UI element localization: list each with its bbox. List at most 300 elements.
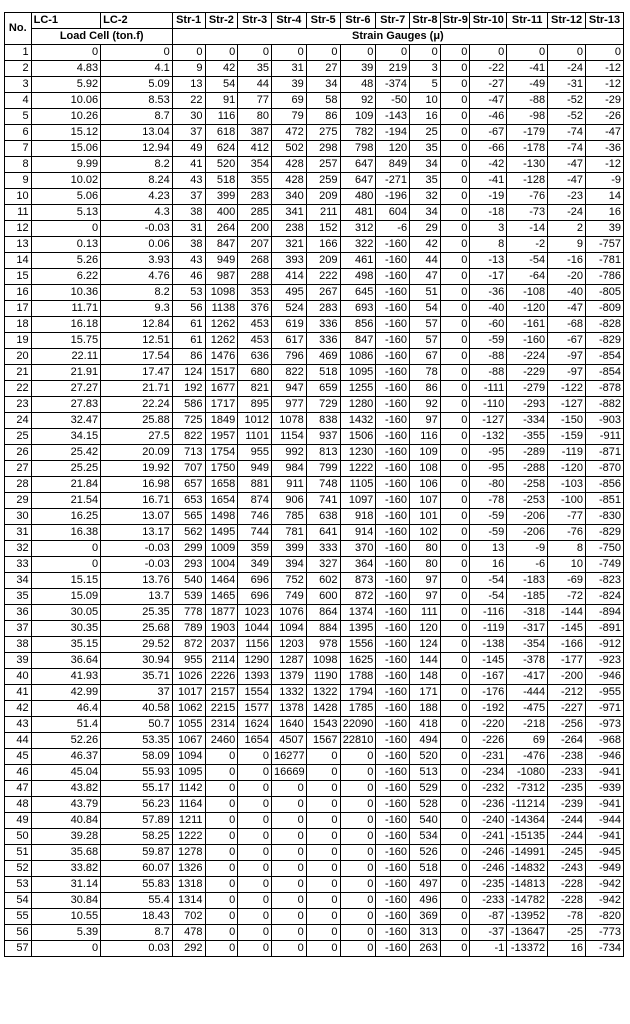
- table-cell: 0: [440, 477, 470, 493]
- table-cell: 19.92: [101, 461, 173, 477]
- row-number-cell: 51: [5, 845, 32, 861]
- table-row: [5, 141, 624, 157]
- table-cell: 0: [586, 45, 624, 61]
- table-cell: 106: [410, 477, 441, 493]
- row-number-cell: 29: [5, 493, 32, 509]
- table-cell: 336: [306, 333, 340, 349]
- table-row: [5, 621, 624, 637]
- table-cell: 30.35: [31, 621, 101, 637]
- table-cell: -138: [470, 637, 507, 653]
- table-cell: 744: [238, 525, 272, 541]
- table-cell: 10: [548, 557, 586, 573]
- table-cell: 0: [205, 749, 238, 765]
- table-cell: 15.75: [31, 333, 101, 349]
- table-cell: 79: [271, 109, 306, 125]
- table-cell: -14782: [507, 893, 548, 909]
- table-cell: 0: [440, 45, 470, 61]
- table-cell: -160: [376, 237, 410, 253]
- table-cell: -37: [470, 925, 507, 941]
- table-cell: 1332: [271, 685, 306, 701]
- table-cell: 35.68: [31, 845, 101, 861]
- table-cell: 5.09: [101, 77, 173, 93]
- table-cell: 785: [271, 509, 306, 525]
- table-cell: -160: [376, 605, 410, 621]
- table-cell: 0: [440, 669, 470, 685]
- table-cell: -64: [507, 269, 548, 285]
- table-cell: -14364: [507, 813, 548, 829]
- table-cell: 0: [340, 797, 376, 813]
- table-cell: 0: [440, 813, 470, 829]
- row-number-cell: 57: [5, 941, 32, 957]
- table-cell: 399: [205, 189, 238, 205]
- table-row: [5, 557, 624, 573]
- table-cell: -160: [376, 349, 410, 365]
- table-cell: 0: [205, 781, 238, 797]
- table-cell: 0: [440, 925, 470, 941]
- table-cell: -67: [470, 125, 507, 141]
- table-cell: 0: [548, 45, 586, 61]
- table-cell: 25.25: [31, 461, 101, 477]
- table-cell: 0: [440, 429, 470, 445]
- row-number-cell: 6: [5, 125, 32, 141]
- row-number-cell: 33: [5, 557, 32, 573]
- table-cell: -160: [376, 253, 410, 269]
- table-cell: 12.51: [101, 333, 173, 349]
- table-cell: 30.84: [31, 893, 101, 909]
- table-row: [5, 541, 624, 557]
- table-row: [5, 429, 624, 445]
- table-cell: 336: [306, 317, 340, 333]
- table-cell: 50.7: [101, 717, 173, 733]
- table-cell: 0: [205, 765, 238, 781]
- table-cell: 8: [470, 237, 507, 253]
- table-cell: -192: [470, 701, 507, 717]
- table-cell: 0: [440, 749, 470, 765]
- table-cell: -160: [376, 717, 410, 733]
- table-cell: 1094: [172, 749, 205, 765]
- table-cell: 524: [271, 301, 306, 317]
- table-cell: 37: [101, 685, 173, 701]
- table-cell: -160: [376, 573, 410, 589]
- table-cell: 1717: [205, 397, 238, 413]
- table-cell: -941: [586, 797, 624, 813]
- row-number-cell: 49: [5, 813, 32, 829]
- table-cell: 412: [238, 141, 272, 157]
- table-cell: -945: [586, 845, 624, 861]
- table-cell: -206: [507, 525, 548, 541]
- table-cell: 653: [172, 493, 205, 509]
- table-cell: 0: [440, 365, 470, 381]
- table-cell: 0: [31, 221, 101, 237]
- table-cell: -29: [586, 93, 624, 109]
- table-cell: 144: [410, 653, 441, 669]
- table-cell: -97: [548, 349, 586, 365]
- table-cell: -160: [376, 845, 410, 861]
- table-cell: 636: [238, 349, 272, 365]
- table-cell: -2: [507, 237, 548, 253]
- table-cell: 453: [238, 317, 272, 333]
- table-cell: 171: [410, 685, 441, 701]
- table-cell: -773: [586, 925, 624, 941]
- table-cell: 31: [172, 221, 205, 237]
- table-cell: -160: [376, 301, 410, 317]
- table-cell: 498: [340, 269, 376, 285]
- table-cell: 8.24: [101, 173, 173, 189]
- table-cell: 895: [238, 397, 272, 413]
- table-cell: -233: [470, 893, 507, 909]
- table-cell: 565: [172, 509, 205, 525]
- table-cell: 796: [271, 349, 306, 365]
- table-cell: -238: [548, 749, 586, 765]
- table-cell: 0: [440, 301, 470, 317]
- load-cell-group-header: Load Cell (ton.f): [31, 29, 172, 45]
- table-cell: -160: [376, 445, 410, 461]
- row-number-cell: 37: [5, 621, 32, 637]
- str-column-header: Str-13: [586, 13, 624, 29]
- table-cell: 0: [31, 45, 101, 61]
- table-cell: -14: [507, 221, 548, 237]
- table-cell: 48: [340, 77, 376, 93]
- table-cell: -76: [507, 189, 548, 205]
- table-cell: 288: [238, 269, 272, 285]
- table-cell: 518: [306, 365, 340, 381]
- table-cell: -7312: [507, 781, 548, 797]
- table-cell: -47: [470, 93, 507, 109]
- table-cell: -132: [470, 429, 507, 445]
- table-cell: -160: [376, 813, 410, 829]
- table-cell: -160: [376, 493, 410, 509]
- table-cell: -894: [586, 605, 624, 621]
- table-cell: 0: [440, 893, 470, 909]
- table-cell: 10.26: [31, 109, 101, 125]
- table-cell: -160: [376, 925, 410, 941]
- table-cell: 1506: [340, 429, 376, 445]
- table-cell: -244: [548, 813, 586, 829]
- table-cell: -130: [507, 157, 548, 173]
- table-cell: 707: [172, 461, 205, 477]
- table-cell: 0: [340, 813, 376, 829]
- row-number-cell: 10: [5, 189, 32, 205]
- table-row: [5, 301, 624, 317]
- table-cell: 657: [172, 477, 205, 493]
- table-row: [5, 573, 624, 589]
- table-cell: 0: [205, 845, 238, 861]
- table-cell: 600: [306, 589, 340, 605]
- table-cell: 0: [440, 637, 470, 653]
- table-cell: 312: [340, 221, 376, 237]
- table-cell: 111: [410, 605, 441, 621]
- table-cell: 46.37: [31, 749, 101, 765]
- table-cell: 0: [238, 909, 272, 925]
- table-row: [5, 109, 624, 125]
- str-column-header: Str-3: [238, 13, 272, 29]
- table-cell: 0: [340, 941, 376, 957]
- table-cell: 86: [306, 109, 340, 125]
- table-cell: -47: [548, 157, 586, 173]
- table-cell: 0: [340, 845, 376, 861]
- table-cell: -143: [376, 109, 410, 125]
- table-cell: -871: [586, 445, 624, 461]
- table-cell: 0: [271, 909, 306, 925]
- table-cell: 5: [410, 77, 441, 93]
- row-number-cell: 21: [5, 365, 32, 381]
- table-cell: -78: [470, 493, 507, 509]
- table-cell: -160: [376, 333, 410, 349]
- row-number-cell: 22: [5, 381, 32, 397]
- row-number-cell: 38: [5, 637, 32, 653]
- table-cell: 35: [238, 61, 272, 77]
- table-cell: -50: [376, 93, 410, 109]
- table-cell: -52: [548, 109, 586, 125]
- table-row: [5, 461, 624, 477]
- table-cell: -805: [586, 285, 624, 301]
- table-cell: 13: [470, 541, 507, 557]
- table-cell: 148: [410, 669, 441, 685]
- table-cell: 8.2: [101, 285, 173, 301]
- table-cell: 25: [410, 125, 441, 141]
- table-cell: 2314: [205, 717, 238, 733]
- table-cell: 1556: [340, 637, 376, 653]
- table-cell: 647: [340, 173, 376, 189]
- table-cell: -734: [586, 941, 624, 957]
- table-cell: 0: [238, 845, 272, 861]
- row-number-cell: 39: [5, 653, 32, 669]
- table-cell: 502: [271, 141, 306, 157]
- table-cell: -100: [548, 493, 586, 509]
- table-cell: 1012: [238, 413, 272, 429]
- table-cell: -781: [586, 253, 624, 269]
- table-cell: 0: [440, 909, 470, 925]
- table-cell: 25.88: [101, 413, 173, 429]
- table-cell: -160: [376, 477, 410, 493]
- table-cell: 414: [271, 269, 306, 285]
- table-cell: 1095: [340, 365, 376, 381]
- table-cell: 1222: [340, 461, 376, 477]
- table-row: [5, 637, 624, 653]
- table-row: [5, 157, 624, 173]
- table-cell: 4507: [271, 733, 306, 749]
- table-cell: 47: [410, 269, 441, 285]
- table-cell: 22.24: [101, 397, 173, 413]
- table-cell: 1378: [271, 701, 306, 717]
- table-cell: -973: [586, 717, 624, 733]
- table-cell: -160: [376, 365, 410, 381]
- table-cell: -183: [507, 573, 548, 589]
- table-cell: -59: [470, 525, 507, 541]
- table-cell: 0: [306, 845, 340, 861]
- table-cell: 61: [172, 333, 205, 349]
- table-cell: -185: [507, 589, 548, 605]
- table-cell: 0: [440, 605, 470, 621]
- row-number-cell: 56: [5, 925, 32, 941]
- table-cell: 0: [440, 845, 470, 861]
- table-cell: 0: [440, 797, 470, 813]
- row-number-cell: 3: [5, 77, 32, 93]
- table-cell: 693: [340, 301, 376, 317]
- table-cell: 0: [440, 61, 470, 77]
- table-cell: 0.03: [101, 941, 173, 957]
- table-cell: 22: [172, 93, 205, 109]
- table-cell: 1287: [271, 653, 306, 669]
- table-row: [5, 845, 624, 861]
- row-number-cell: 47: [5, 781, 32, 797]
- table-cell: 43: [172, 173, 205, 189]
- table-cell: 3: [470, 221, 507, 237]
- table-cell: 0: [238, 925, 272, 941]
- table-cell: -224: [507, 349, 548, 365]
- table-cell: 906: [271, 493, 306, 509]
- table-row: [5, 877, 624, 893]
- table-cell: 0: [271, 781, 306, 797]
- table-cell: 166: [306, 237, 340, 253]
- table-row: [5, 125, 624, 141]
- table-cell: 14: [586, 189, 624, 205]
- table-row: [5, 701, 624, 717]
- table-cell: 602: [306, 573, 340, 589]
- table-cell: 49: [172, 141, 205, 157]
- table-cell: 69: [507, 733, 548, 749]
- table-cell: 562: [172, 525, 205, 541]
- table-cell: -26: [586, 109, 624, 125]
- table-row: [5, 669, 624, 685]
- table-cell: 0: [440, 861, 470, 877]
- table-cell: 937: [306, 429, 340, 445]
- table-cell: 58.25: [101, 829, 173, 845]
- table-cell: 518: [205, 173, 238, 189]
- table-cell: 16.98: [101, 477, 173, 493]
- table-cell: 469: [306, 349, 340, 365]
- table-cell: 0: [306, 925, 340, 941]
- table-cell: 0: [306, 749, 340, 765]
- table-cell: 1203: [271, 637, 306, 653]
- table-cell: -160: [376, 653, 410, 669]
- table-cell: 25.68: [101, 621, 173, 637]
- table-cell: 0: [205, 45, 238, 61]
- table-cell: -16: [548, 253, 586, 269]
- table-cell: 0: [271, 45, 306, 61]
- table-cell: -757: [586, 237, 624, 253]
- table-cell: -476: [507, 749, 548, 765]
- table-cell: 120: [410, 621, 441, 637]
- table-cell: 0: [440, 285, 470, 301]
- table-cell: 741: [306, 493, 340, 509]
- table-cell: -851: [586, 493, 624, 509]
- table-cell: -241: [470, 829, 507, 845]
- table-cell: 1314: [172, 893, 205, 909]
- table-cell: 13.17: [101, 525, 173, 541]
- table-cell: -167: [470, 669, 507, 685]
- table-cell: 238: [271, 221, 306, 237]
- table-cell: -824: [586, 589, 624, 605]
- row-number-cell: 23: [5, 397, 32, 413]
- table-cell: 58: [306, 93, 340, 109]
- row-number-cell: 15: [5, 269, 32, 285]
- table-cell: -232: [470, 781, 507, 797]
- table-cell: 0: [440, 93, 470, 109]
- table-cell: 0: [340, 893, 376, 909]
- table-cell: 46.4: [31, 701, 101, 717]
- table-cell: -749: [586, 557, 624, 573]
- table-cell: 8.7: [101, 109, 173, 125]
- table-cell: 428: [271, 173, 306, 189]
- table-cell: -41: [470, 173, 507, 189]
- table-cell: -231: [470, 749, 507, 765]
- table-row: [5, 93, 624, 109]
- str-column-header: Str-9: [440, 13, 470, 29]
- table-cell: -31: [548, 77, 586, 93]
- table-cell: 9.99: [31, 157, 101, 173]
- table-cell: 53.35: [101, 733, 173, 749]
- table-cell: 624: [205, 141, 238, 157]
- table-cell: -968: [586, 733, 624, 749]
- table-cell: 207: [238, 237, 272, 253]
- table-cell: 322: [340, 237, 376, 253]
- table-cell: 0: [340, 877, 376, 893]
- table-cell: 428: [271, 157, 306, 173]
- table-cell: -228: [548, 877, 586, 893]
- table-cell: -120: [507, 301, 548, 317]
- table-cell: 494: [410, 733, 441, 749]
- table-cell: 8: [548, 541, 586, 557]
- table-row: [5, 717, 624, 733]
- table-cell: 0: [440, 941, 470, 957]
- table-cell: 41.93: [31, 669, 101, 685]
- table-cell: -74: [548, 141, 586, 157]
- table-cell: 341: [271, 205, 306, 221]
- table-cell: 10: [410, 93, 441, 109]
- table-cell: 1754: [205, 445, 238, 461]
- table-cell: -36: [586, 141, 624, 157]
- table-cell: 748: [306, 477, 340, 493]
- table-cell: 0: [440, 189, 470, 205]
- table-cell: 696: [238, 589, 272, 605]
- table-cell: 0: [440, 573, 470, 589]
- table-cell: 781: [271, 525, 306, 541]
- table-cell: 43.79: [31, 797, 101, 813]
- table-cell: 35: [410, 173, 441, 189]
- table-cell: 1230: [340, 445, 376, 461]
- table-cell: -239: [548, 797, 586, 813]
- table-cell: -256: [548, 717, 586, 733]
- row-number-cell: 5: [5, 109, 32, 125]
- table-cell: 0: [238, 797, 272, 813]
- table-cell: -160: [376, 749, 410, 765]
- table-cell: 355: [238, 173, 272, 189]
- str-column-header: Str-5: [306, 13, 340, 29]
- table-cell: 864: [306, 605, 340, 621]
- table-row: [5, 477, 624, 493]
- table-cell: 0: [238, 877, 272, 893]
- table-row: [5, 733, 624, 749]
- row-number-cell: 27: [5, 461, 32, 477]
- table-cell: -72: [548, 589, 586, 605]
- table-cell: 263: [410, 941, 441, 957]
- table-cell: -160: [376, 589, 410, 605]
- table-row: [5, 333, 624, 349]
- table-cell: 0: [31, 541, 101, 557]
- table-cell: 1785: [340, 701, 376, 717]
- table-cell: -6: [376, 221, 410, 237]
- table-cell: 9: [172, 61, 205, 77]
- table-cell: 1290: [238, 653, 272, 669]
- table-cell: -119: [548, 445, 586, 461]
- table-cell: -786: [586, 269, 624, 285]
- table-cell: 0: [440, 557, 470, 573]
- table-cell: -161: [507, 317, 548, 333]
- table-cell: -971: [586, 701, 624, 717]
- table-cell: 16.71: [101, 493, 173, 509]
- table-cell: 0: [306, 909, 340, 925]
